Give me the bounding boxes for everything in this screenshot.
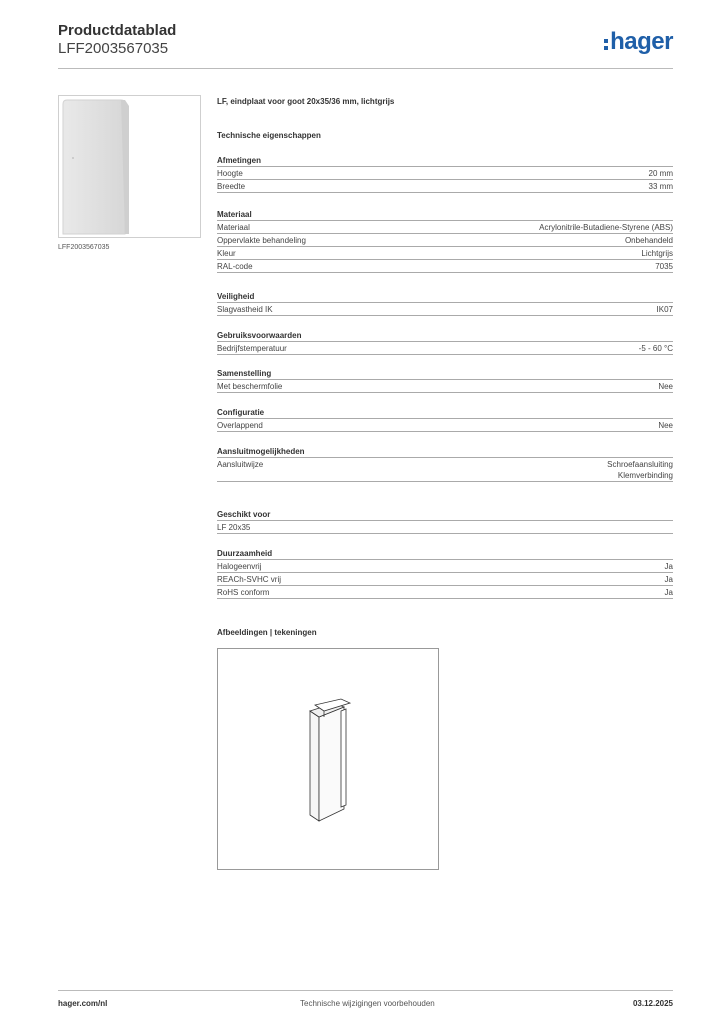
spec-row: RAL-code 7035: [217, 262, 673, 271]
section-aansluitmogelijkheden: [217, 446, 673, 482]
section-title: Aansluitmogelijkheden: [217, 446, 673, 458]
section-materiaal: [217, 209, 673, 273]
image-caption: LFF2003567035: [58, 244, 110, 251]
spec-row: Materiaal Acrylonitrile-Butadiene-Styrene (ABS): [217, 223, 673, 232]
spec-row: Overlappend Nee: [217, 421, 673, 430]
section-title: Duurzaamheid: [217, 548, 673, 560]
spec-row: Breedte 33 mm: [217, 182, 673, 191]
logo-text: hager: [610, 28, 673, 55]
spec-row: Halogeenvrij Ja: [217, 562, 673, 571]
drawing-render: [218, 649, 438, 869]
section-title: Afmetingen: [217, 155, 673, 167]
section-title: Configuratie: [217, 407, 673, 419]
page-header: [58, 22, 673, 68]
logo-dots: [604, 39, 608, 50]
section-duurzaamheid: [217, 548, 673, 599]
section-afmetingen: [217, 155, 673, 193]
footer-disclaimer: Technische wijzigingen voorbehouden: [300, 999, 435, 1008]
hager-logo: [604, 29, 673, 55]
images-heading: Afbeeldingen | tekeningen: [217, 628, 317, 637]
section-title: Samenstelling: [217, 368, 673, 380]
section-title: Materiaal: [217, 209, 673, 221]
technical-drawing: [217, 648, 439, 870]
product-description: LF, eindplaat voor goot 20x35/36 mm, lichtgrijs: [217, 97, 395, 106]
footer-date: 03.12.2025: [632, 999, 673, 1008]
section-samenstelling: [217, 368, 673, 393]
footer-website[interactable]: hager.com/nl: [58, 999, 108, 1008]
footer-divider: [58, 990, 673, 991]
section-veiligheid: [217, 291, 673, 316]
spec-row: REACh-SVHC vrij Ja: [217, 575, 673, 584]
section-title: Gebruiksvoorwaarden: [217, 330, 673, 342]
spec-row: Met beschermfolie Nee: [217, 382, 673, 391]
tech-properties-heading: Technische eigenschappen: [217, 131, 321, 140]
spec-row: Kleur Lichtgrijs: [217, 249, 673, 258]
spec-row: Oppervlakte behandeling Onbehandeld: [217, 236, 673, 245]
document-title: Productdatablad: [58, 22, 177, 39]
spec-row: Bedrijfstemperatuur -5 - 60 °C: [217, 344, 673, 353]
product-code: LFF2003567035: [58, 40, 169, 57]
section-configuratie: [217, 407, 673, 432]
spec-row: Slagvastheid IK IK07: [217, 305, 673, 314]
section-title: Veiligheid: [217, 291, 673, 303]
spec-row: Aansluitwijze Schroefaansluiting Klemverbinding: [217, 460, 673, 480]
product-image-render: [59, 96, 200, 237]
spec-row: RoHS conform Ja: [217, 588, 673, 597]
spec-row: LF 20x35: [217, 521, 673, 534]
header-divider: [58, 68, 673, 69]
section-geschikt-voor: [217, 509, 673, 534]
spec-row: Hoogte 20 mm: [217, 169, 673, 178]
section-gebruiksvoorwaarden: [217, 330, 673, 355]
product-image: [58, 95, 201, 238]
section-title: Geschikt voor: [217, 509, 673, 521]
